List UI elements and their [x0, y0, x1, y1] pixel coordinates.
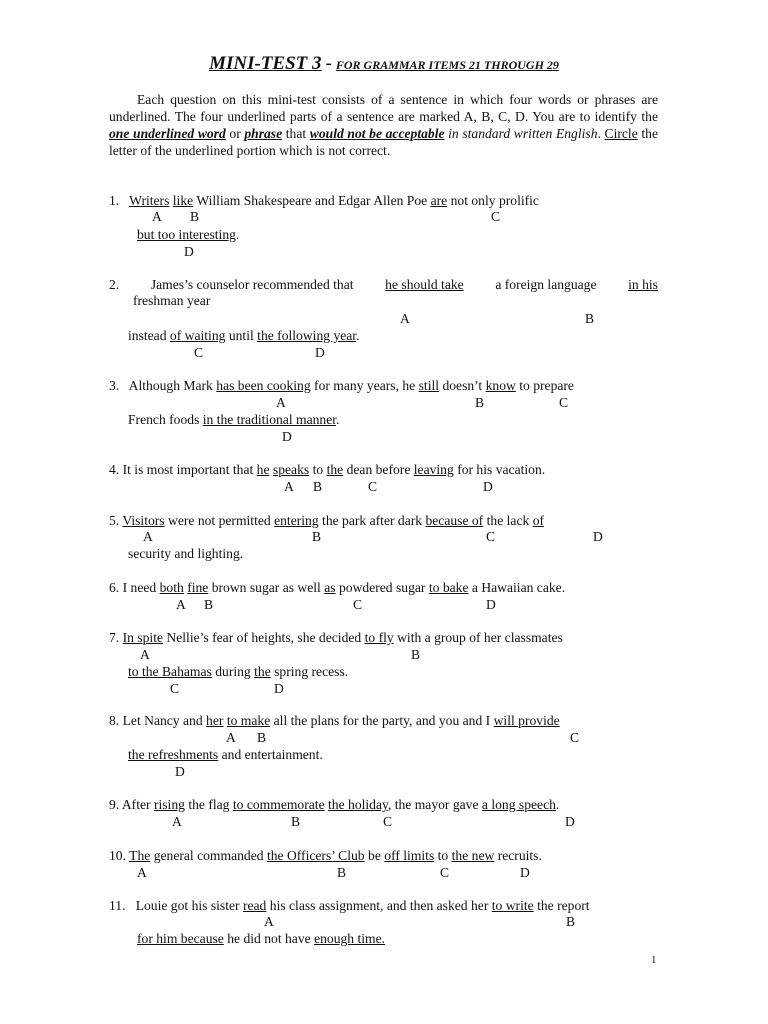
sentence-text: French foods [128, 412, 200, 427]
option-b-text: to write [491, 898, 534, 913]
sentence-text: and entertainment. [221, 747, 323, 762]
question-number: 3. [109, 378, 120, 393]
option-c-letter[interactable]: C [353, 597, 363, 612]
sentence-text: the report [537, 898, 590, 913]
sentence-text: all the plans for the party, and you and I [273, 713, 491, 728]
intro-text: that [282, 126, 310, 141]
option-b-text: to fly [364, 630, 394, 645]
option-b-letter[interactable]: B [312, 529, 322, 544]
intro-italic: in standard written English [448, 126, 598, 141]
sentence-text: recruits. [497, 848, 542, 863]
option-b-letter[interactable]: B [313, 479, 323, 494]
option-d-letter[interactable]: D [483, 479, 493, 494]
sentence-text: security and lighting. [128, 546, 244, 561]
sentence-text: Although Mark [128, 378, 213, 393]
option-a-letter[interactable]: A [172, 814, 182, 829]
option-b-text: in his [628, 277, 658, 292]
option-b-text: like [172, 193, 194, 208]
sentence-text: a foreign language [495, 277, 597, 292]
option-a-letter[interactable]: A [284, 479, 294, 494]
title-main: MINI-TEST 3 [209, 53, 322, 74]
option-a-text: In spite [122, 630, 164, 645]
option-c-letter[interactable]: C [170, 681, 180, 696]
sentence-text: the flag [188, 797, 230, 812]
option-a-text: he should take [385, 277, 464, 292]
option-d-text: in the traditional manner [202, 412, 337, 427]
option-d-letter[interactable]: D [175, 764, 185, 779]
question-2-line-3 [128, 327, 359, 344]
option-d-letter[interactable]: D [565, 814, 575, 829]
question-3-line-1 [109, 377, 574, 394]
option-b-letter[interactable]: B [257, 730, 267, 745]
option-d-text: the refreshments [128, 747, 219, 762]
option-d-text: but too interesting [137, 227, 236, 242]
option-c-text: because of [425, 513, 484, 528]
option-c-text: off limits [384, 848, 435, 863]
option-c-text: to the Bahamas [128, 664, 212, 679]
option-d-text: the [254, 664, 271, 679]
option-c-letter[interactable]: C [194, 345, 204, 360]
intro-emphasis: one underlined word [109, 126, 226, 141]
option-d-text: enough time. [314, 931, 386, 946]
option-c-letter[interactable]: C [491, 209, 501, 224]
option-c-letter[interactable]: C [383, 814, 393, 829]
question-3-line-2 [128, 411, 339, 428]
sentence-text: . [235, 227, 240, 242]
option-b-letter[interactable]: B [566, 914, 576, 929]
option-b-text: speaks [272, 462, 310, 477]
option-d-text: to bake [428, 580, 469, 595]
sentence-text: James’s counselor recommended that [150, 277, 354, 292]
option-a-text: The [129, 848, 151, 863]
sentence-text: Louie got his sister [135, 898, 240, 913]
intro-emphasis: phrase [244, 126, 283, 141]
option-b-text: fine [187, 580, 209, 595]
option-a-text: both [159, 580, 184, 595]
sentence-text: I need [122, 580, 157, 595]
sentence-text: general commanded [153, 848, 264, 863]
option-c-text: for him because [137, 931, 224, 946]
sentence-text: William Shakespeare and Edgar Allen Poe [196, 193, 428, 208]
sentence-text: powdered sugar [338, 580, 426, 595]
question-2-line-2 [133, 292, 210, 309]
question-number: 8. [109, 713, 120, 728]
option-a-text: Visitors [122, 513, 165, 528]
option-b-letter[interactable]: B [411, 647, 421, 662]
option-c-text: the [326, 462, 344, 477]
intro-text: Each question on this mini-test consists of a sentence in which four words or phrases are underlined. The four underlined parts of a sentence are marked A, B, C, D. You are to identify the [109, 92, 658, 124]
option-b-text: to commemorate [232, 797, 325, 812]
option-c-text: of waiting [169, 328, 226, 343]
page-number: 1 [651, 954, 657, 966]
option-a-letter[interactable]: A [143, 529, 153, 544]
option-a-letter[interactable]: A [140, 647, 150, 662]
option-b-text: the Officers’ Club [266, 848, 365, 863]
option-b-letter[interactable]: B [291, 814, 301, 829]
sentence-text: It is most important that [122, 462, 254, 477]
option-c-letter[interactable]: C [368, 479, 378, 494]
sentence-text: a Hawaiian cake. [471, 580, 566, 595]
option-a-letter[interactable]: A [276, 395, 286, 410]
question-8-line-2 [128, 746, 323, 763]
option-c-text: the holiday [328, 797, 388, 812]
option-d-letter[interactable]: D [486, 597, 496, 612]
question-1-line-2 [137, 226, 239, 243]
question-7-line-1 [109, 629, 563, 646]
sentence-text: . [555, 797, 560, 812]
question-number: 1. [109, 193, 120, 208]
sentence-text: . [356, 328, 360, 343]
option-a-text: her [206, 713, 224, 728]
sentence-text: he did not have [227, 931, 311, 946]
sentence-text: to [437, 848, 449, 863]
question-number: 5. [109, 513, 120, 528]
option-b-letter[interactable]: B [337, 865, 347, 880]
sentence-text: instead [128, 328, 167, 343]
option-a-letter[interactable]: A [264, 914, 274, 929]
question-number: 11. [109, 898, 126, 913]
sentence-text: to [312, 462, 324, 477]
question-number: 4. [109, 462, 120, 477]
option-d-letter[interactable]: D [520, 865, 530, 880]
option-b-letter[interactable]: B [475, 395, 485, 410]
intro-text: or [225, 126, 245, 141]
sentence-text: be [368, 848, 381, 863]
option-a-text: read [242, 898, 267, 913]
sentence-text: Nellie’s fear of heights, she decided [166, 630, 362, 645]
sentence-text: spring recess. [274, 664, 349, 679]
sentence-text: freshman year [133, 293, 211, 308]
option-d-letter[interactable]: D [593, 529, 603, 544]
option-d-text: the following year [257, 328, 357, 343]
sentence-text: for his vacation. [457, 462, 546, 477]
option-a-text: has been cooking [216, 378, 311, 393]
sentence-text: the lack [486, 513, 530, 528]
option-c-letter[interactable]: C [440, 865, 450, 880]
option-c-letter[interactable]: C [570, 730, 580, 745]
question-number: 9. [109, 797, 120, 812]
option-d-letter[interactable]: D [274, 681, 284, 696]
sentence-text: , the mayor gave [387, 797, 479, 812]
option-d-letter[interactable]: D [184, 244, 194, 259]
sentence-text: doesn’t [442, 378, 483, 393]
sentence-text: . [336, 412, 340, 427]
option-a-text: he [256, 462, 270, 477]
question-9-line-1 [109, 796, 559, 813]
option-d-letter[interactable]: D [282, 429, 292, 444]
intro-text: . [597, 126, 605, 141]
question-7-line-2 [128, 663, 348, 680]
page-title [0, 53, 768, 75]
option-d-letter[interactable]: D [315, 345, 325, 360]
option-a-text: rising [153, 797, 185, 812]
option-d-text: the new [451, 848, 495, 863]
sentence-text: the park after dark [322, 513, 423, 528]
title-subtitle: FOR GRAMMAR ITEMS 21 THROUGH 29 [335, 58, 559, 72]
intro-emphasis: would not be acceptable [309, 126, 445, 141]
question-1-line-1 [109, 192, 539, 209]
intro-text: the letter of the underlined portion which is not correct. [109, 126, 658, 158]
sentence-text: to prepare [519, 378, 574, 393]
question-number: 6. [109, 580, 120, 595]
instructions-paragraph [109, 91, 658, 159]
option-c-text: will provide [493, 713, 560, 728]
intro-underlined: Circle [604, 126, 638, 141]
option-a-letter[interactable]: A [152, 209, 162, 224]
question-number: 10. [109, 848, 126, 863]
question-5-line-2 [128, 545, 243, 562]
option-a-letter[interactable]: A [176, 597, 186, 612]
question-2-line-1 [109, 276, 658, 293]
option-b-text: still [418, 378, 440, 393]
option-a-letter[interactable]: A [226, 730, 236, 745]
sentence-text: dean before [346, 462, 411, 477]
sentence-text: with a group of her classmates [397, 630, 563, 645]
sentence-text: for many years, he [314, 378, 416, 393]
sentence-text: not only prolific [450, 193, 539, 208]
option-b-letter[interactable]: B [585, 311, 595, 326]
question-5-line-1 [109, 512, 544, 529]
option-c-text: know [485, 378, 516, 393]
option-b-text: to make [226, 713, 271, 728]
question-number: 2. [109, 277, 120, 292]
question-number: 7. [109, 630, 120, 645]
question-11-line-2 [137, 930, 385, 947]
option-d-text: leaving [413, 462, 454, 477]
option-a-letter[interactable]: A [137, 865, 147, 880]
question-10-line-1 [109, 847, 542, 864]
option-d-text: of [532, 513, 545, 528]
option-a-letter[interactable]: A [400, 311, 410, 326]
sentence-text: Let Nancy and [122, 713, 203, 728]
sentence-text: during [215, 664, 251, 679]
sentence-text: After [121, 797, 151, 812]
sentence-text: were not permitted [168, 513, 271, 528]
option-a-text: Writers [129, 193, 170, 208]
sentence-text: brown sugar as well [211, 580, 321, 595]
option-b-letter[interactable]: B [190, 209, 200, 224]
sentence-text: his class assignment, and then asked her [269, 898, 489, 913]
title-separator: - [325, 53, 332, 74]
option-d-text: a long speech [481, 797, 556, 812]
question-11-line-1 [109, 897, 590, 914]
question-6-line-1 [109, 579, 565, 596]
question-4-line-1 [109, 461, 545, 478]
option-c-text: are [430, 193, 448, 208]
option-b-text: entering [274, 513, 319, 528]
option-c-text: as [324, 580, 336, 595]
question-8-line-1 [109, 712, 560, 729]
option-c-letter[interactable]: C [559, 395, 569, 410]
option-b-letter[interactable]: B [204, 597, 214, 612]
sentence-text: until [228, 328, 254, 343]
option-c-letter[interactable]: C [486, 529, 496, 544]
